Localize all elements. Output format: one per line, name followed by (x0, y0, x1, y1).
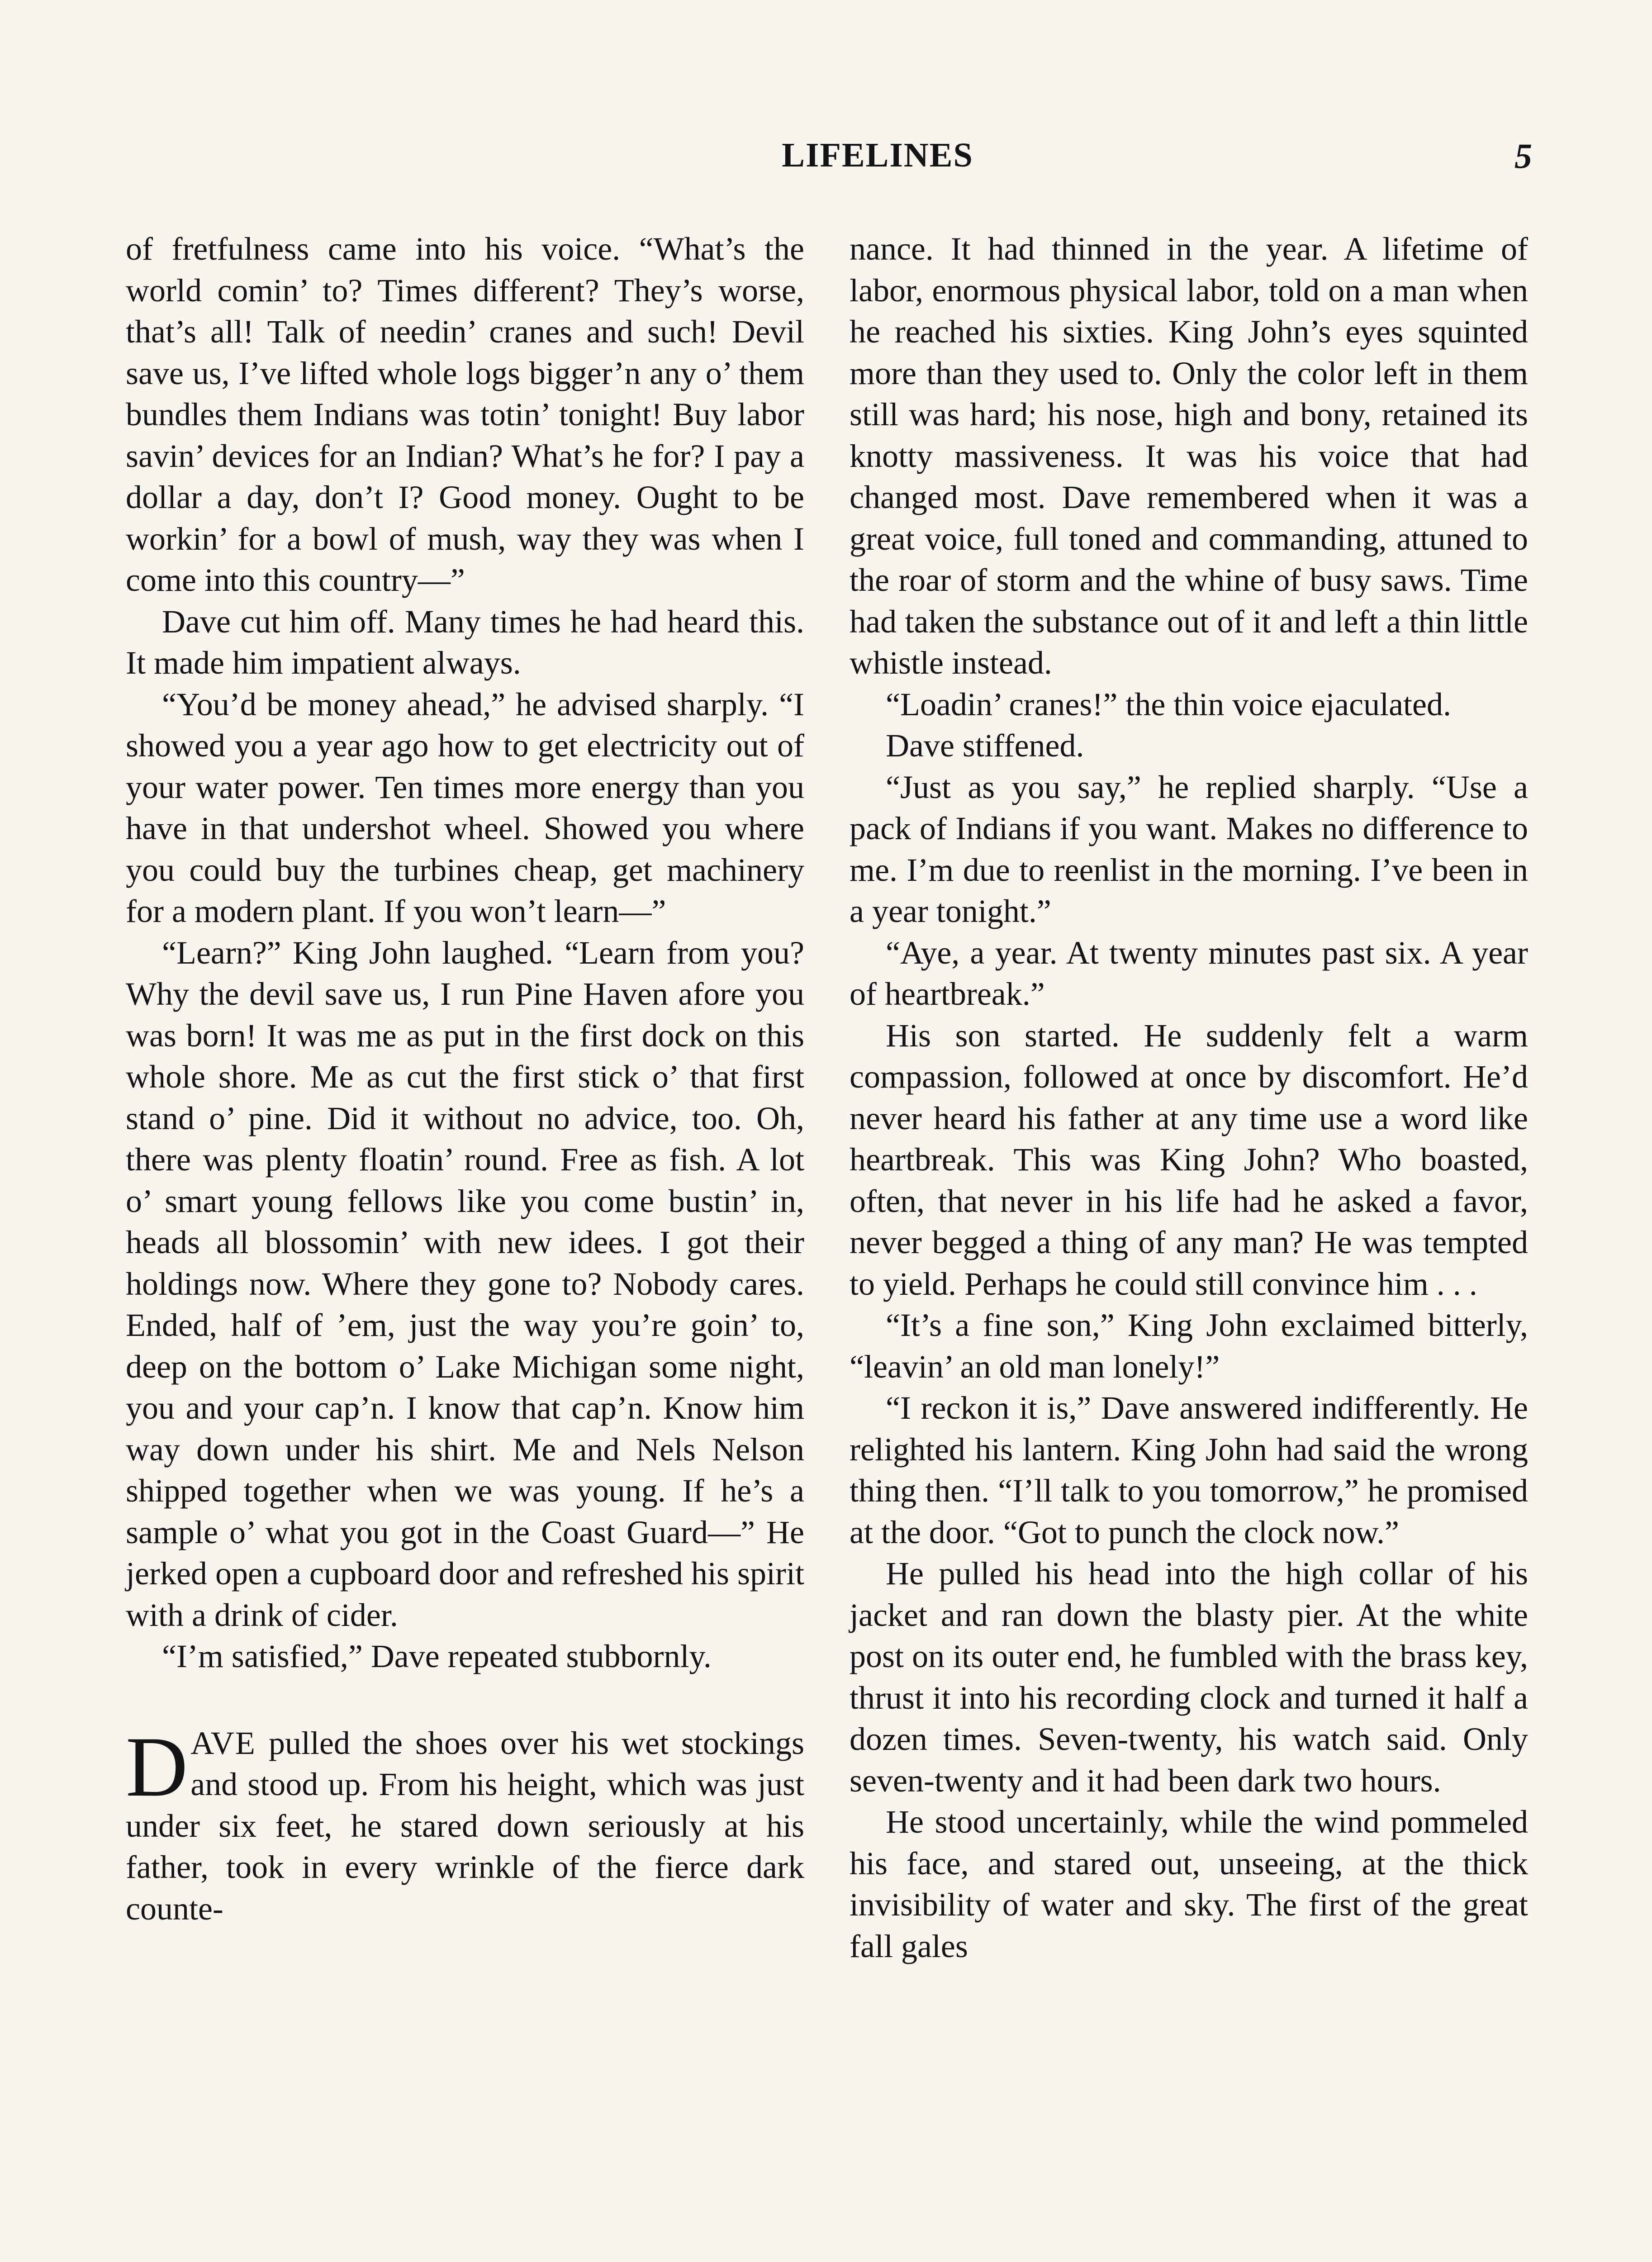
paragraph: He pulled his head into the high collar of his jacket and ran down the blasty pier. At the white post on its outer end, he fumbled with the brass key, thrust it into his recording clock and turned it half a dozen times. Seven-twenty, his watch said. Only seven-twenty and it had been dark two hours. (850, 1555, 1528, 1799)
paragraph: He stood uncertainly, while the wind pommeled his face, and stared out, unseeing, at the thick invisibility of water and sky. The first of the great fall gales (850, 1804, 1528, 1964)
page-number: 5 (1514, 136, 1532, 176)
right-column (850, 228, 1528, 1967)
paragraph-text: pulled the shoes over his wet stockings and stood up. From his height, which was just under six feet, he stared down seriously at his father, took in every wrinkle of the fierce dark counte- (126, 1725, 804, 1927)
paragraph: “It’s a fine son,” King John exclaimed bitterly, “leavin’ an old man lonely!” (850, 1307, 1528, 1385)
left-column (126, 228, 804, 1929)
section-break (126, 1677, 804, 1723)
small-caps-lead: AVE (190, 1725, 256, 1761)
paragraph: “Loadin’ cranes!” the thin voice ejaculated. (886, 686, 1452, 722)
drop-cap: D (126, 1719, 188, 1815)
paragraph: Dave cut him off. Many times he had heard this. It made him impatient always. (126, 603, 804, 681)
paragraph: “Just as you say,” he replied sharply. “Use a pack of Indians if you want. Makes no difference to me. I’m due to reenlist in the morning. I’ve been in a year tonight.” (850, 769, 1528, 929)
paragraph: “I’m satisfied,” Dave repeated stubbornly. (162, 1638, 712, 1674)
paragraph: “You’d be money ahead,” he advised sharply. “I showed you a year ago how to get electricity out of your water power. Ten times more energy than you have in that undershot wheel. Showed you where you could buy the turbines cheap, get machinery for a modern plant. If you won’t learn—” (126, 686, 804, 929)
paragraph: “Aye, a year. At twenty minutes past six. A year of heartbreak.” (850, 934, 1528, 1012)
paragraph: Dave stiffened. (886, 727, 1084, 764)
paragraph: nance. It had thinned in the year. A lifetime of labor, enormous physical labor, told on a man when he reached his sixties. King John’s eyes squinted more than they used to. Only the color left in them still was hard; his nose, high and bony, retained its knotty massiveness. It was his voice that had changed most. Dave remembered when it was a great voice, full toned and commanding, attuned to the roar of storm and the whine of busy saws. Time had taken the substance out of it and left a thin little whistle instead. (850, 231, 1528, 681)
section-opening-paragraph (126, 1719, 804, 1930)
paragraph: “I reckon it is,” Dave answered indifferently. He relighted his lantern. King John had said the wrong thing then. “I’ll talk to you tomorrow,” he promised at the door. “Got to punch the clock now.” (850, 1390, 1528, 1550)
paragraph: His son started. He suddenly felt a warm compassion, followed at once by discomfort. He’d never heard his father at any time use a word like heartbreak. This was King John? Who boasted, often, that never in his life had he asked a favor, never begged a thing of any man? He was tempted to yield. Perhaps he could still convince him . . . (850, 1017, 1528, 1302)
paragraph: “Learn?” King John laughed. “Learn from you? Why the devil save us, I run Pine Haven afore you was born! It was me as put in the first dock on this whole shore. Me as cut the first stick o’ that first stand o’ pine. Did it without no advice, too. Oh, there was plenty floatin’ round. Free as fish. A lot o’ smart young fellows like you come bustin’ in, heads all blossomin’ with new idees. I got their holdings now. Where they gone to? Nobody cares. Ended, half of ’em, just the way you’re goin’ to, deep on the bottom o’ Lake Michigan some night, you and your cap’n. I know that cap’n. Know him way down under his shirt. Me and Nels Nelson shipped together when we was young. If he’s a sample o’ what you got in the Coast Guard—” He jerked open a cupboard door and refreshed his spirit with a drink of cider. (126, 934, 804, 1633)
paragraph: of fretfulness came into his voice. “What’s the world comin’ to? Times different? They’s worse, that’s all! Talk of needin’ cranes and such! Devil save us, I’ve lifted whole logs bigger’n any o’ them bundles them Indians was totin’ tonight! Buy labor savin’ devices for an Indian? What’s he for? I pay a dollar a day, don’t I? Good money. Ought to be workin’ for a bowl of mush, way they was when I come into this country—” (126, 231, 804, 598)
running-head-title: LIFELINES (782, 136, 973, 174)
